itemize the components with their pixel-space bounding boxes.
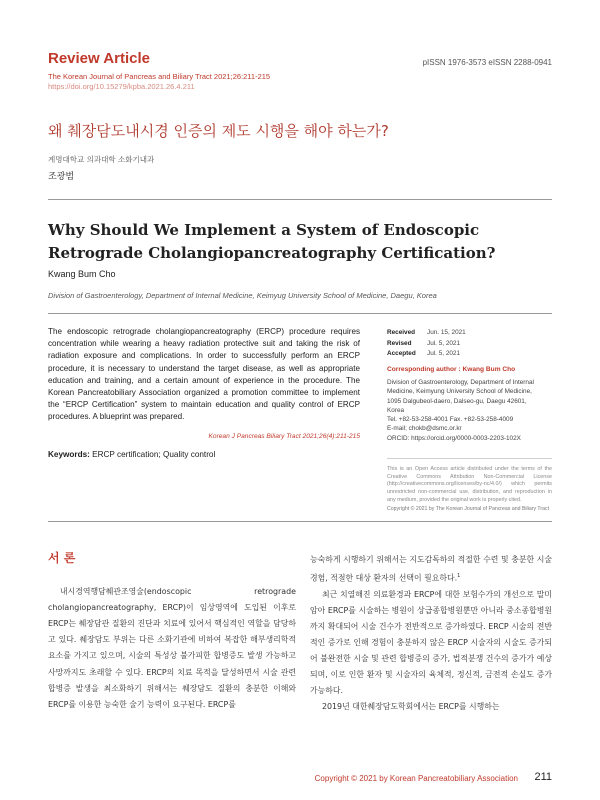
- journal-citation: The Korean Journal of Pancreas and Biliary Tract 2021;26:211-215: [48, 72, 271, 81]
- english-author: Kwang Bum Cho: [48, 269, 116, 279]
- body-paragraph: 2019년 대한췌장담도학회에서는 ERCP를 시행하는: [322, 702, 500, 712]
- date-accepted: Accepted Jul. 5, 2021: [387, 350, 461, 357]
- corr-phone: Tel. +82-53-258-4001 Fax. +82-53-258-4009: [387, 416, 514, 424]
- footer-copyright: Copyright © 2021 by Korean Pancreatobiliary Association: [314, 774, 518, 783]
- corr-line: 1095 Dalgubeol-daero, Dalseo-gu, Daegu 42601,: [387, 397, 527, 405]
- article-type: Review Article: [48, 50, 150, 67]
- corr-line: Division of Gastroenterology, Department of Internal: [387, 379, 534, 386]
- abstract-text: The endoscopic retrograde cholangiopancreatography (ERCP) procedure requires concentration while wearing a heavy radiation protective suit and taking the risk of radiation exposure and complications. In order to successfully perform an ERCP procedure, it is necessary to understand the target disease, as well as appropriate education and training, and a certain amount of experience in the procedure. The Korean Pancreatobiliary Association organized a promotion committee to implement the “ERCP Certification” system to maintain education and quality control of ERCP procedures. A blueprint was prepared.: [48, 327, 360, 422]
- body-divider: [48, 521, 552, 522]
- corresponding-author-details: [387, 378, 557, 443]
- body-paragraph: 최근 치열해진 의료환경과 ERCP에 대한 보험수가의 개선으로 말미암아 ERCP를 시술하는 병원이 상급종합병원뿐만 아니라 중소종합병원까지 확대되어 시술 건수가 전반적으로 증가하였다. ERCP 시술의 전반적인 증가로 인해 경험이 충분하지 않은 ERCP 시술자의 시술도 증가되어 불완전한 시술 및 관련 합병증의 증가, 법적분쟁 건수의 증가가 예상되며, 이로 인한 환자 및 시술자의 육체적, 정신적, 금전적 손실도 증가 가능하다.: [310, 589, 552, 696]
- reference-superscript[interactable]: 1: [457, 573, 461, 580]
- doi-link[interactable]: https://doi.org/10.15279/kpba.2021.26.4.211: [48, 82, 195, 91]
- article-dates: [387, 328, 466, 360]
- corr-line: Medicine, Keimyung University School of Medicine,: [387, 388, 532, 396]
- sidebar-copyright: Copyright © 2021 by The Korean Journal of Pancreas and Biliary Tract: [387, 506, 550, 512]
- date-received: Received Jun. 15, 2021: [387, 329, 466, 336]
- korean-title: 왜 췌장담도내시경 인증의 제도 시행을 해야 하는가?: [48, 122, 389, 140]
- page-number: 211: [534, 771, 552, 783]
- section-title-introduction: 서 론: [48, 551, 76, 565]
- corresponding-author-heading: Corresponding author : Kwang Bum Cho: [387, 366, 516, 373]
- keywords-label: Keywords:: [48, 450, 90, 459]
- english-title: Why Should We Implement a System of Endoscopic Retrograde Cholangiopancreatography Certification?: [48, 221, 496, 262]
- date-revised: Revised Jul. 5, 2021: [387, 339, 461, 347]
- korean-author: 조광범: [48, 172, 75, 182]
- corr-email[interactable]: E-mail; chokb@dsmc.or.kr: [387, 425, 462, 433]
- body-paragraph: 능숙하게 시행하기 위해서는 지도감독하의 적절한 수련 및 충분한 시술 경험, 적절한 대상 환자의 선택이 필요하다.$^1$: [310, 555, 552, 583]
- body-right-column: [310, 552, 552, 716]
- corr-line: Korea: [387, 406, 405, 414]
- korean-affiliation: 계명대학교 의과대학 소화기내과: [48, 155, 155, 164]
- corr-orcid[interactable]: ORCID: https://orcid.org/0000-0003-2203-102X: [387, 434, 521, 442]
- abstract-citation: Korean J Pancreas Biliary Tract 2021;26(4):211-215: [208, 433, 360, 440]
- title-divider: [48, 199, 552, 200]
- keywords-value: ERCP certification; Quality control: [89, 450, 216, 459]
- keywords: [48, 450, 215, 459]
- sidebar-divider: [387, 458, 552, 459]
- english-affiliation: Division of Gastroenterology, Department of Internal Medicine, Keimyug University School of Medicine, Daegu, Korea: [48, 291, 437, 300]
- body-left-column: [48, 550, 296, 713]
- body-paragraph: 내시경역행담췌관조영술(endoscopic retrograde cholangiopancreatography, ERCP)이 임상영역에 도입된 이후로 ERCP는 췌장담관 질환의 진단과 치료에 있어서 핵심적인 역할을 담당하고 있다. 췌장담도 부위는 다른 소화기관에 비하여 복잡한 해부생리학적 요소를 가지고 있으며, 시술의 특성상 불가피한 합병증도 발생 가능하고 사망까지도 초래할 수 있다. ERCP의 치료 목적을 달성하면서 시술 관련 합병증 발생을 최소화하기 위해서는 췌장담도 질환의 충분한 이해와 ERCP를 이용한 능숙한 술기 능력이 요구된다. ERCP를: [48, 587, 296, 709]
- open-access-notice: This is an Open Access article distributed under the terms of the Creative Commons Attribution Non-Commercial License (http://creativecommons.org/licenses/by-nc/4.0/) which permits unrestricted non-commercial use, distribution, and reproduction in any medium, provided the original work is properly cited.: [387, 466, 552, 503]
- abstract-divider: [48, 313, 552, 314]
- issn: pISSN 1976-3573 eISSN 2288-0941: [422, 58, 552, 67]
